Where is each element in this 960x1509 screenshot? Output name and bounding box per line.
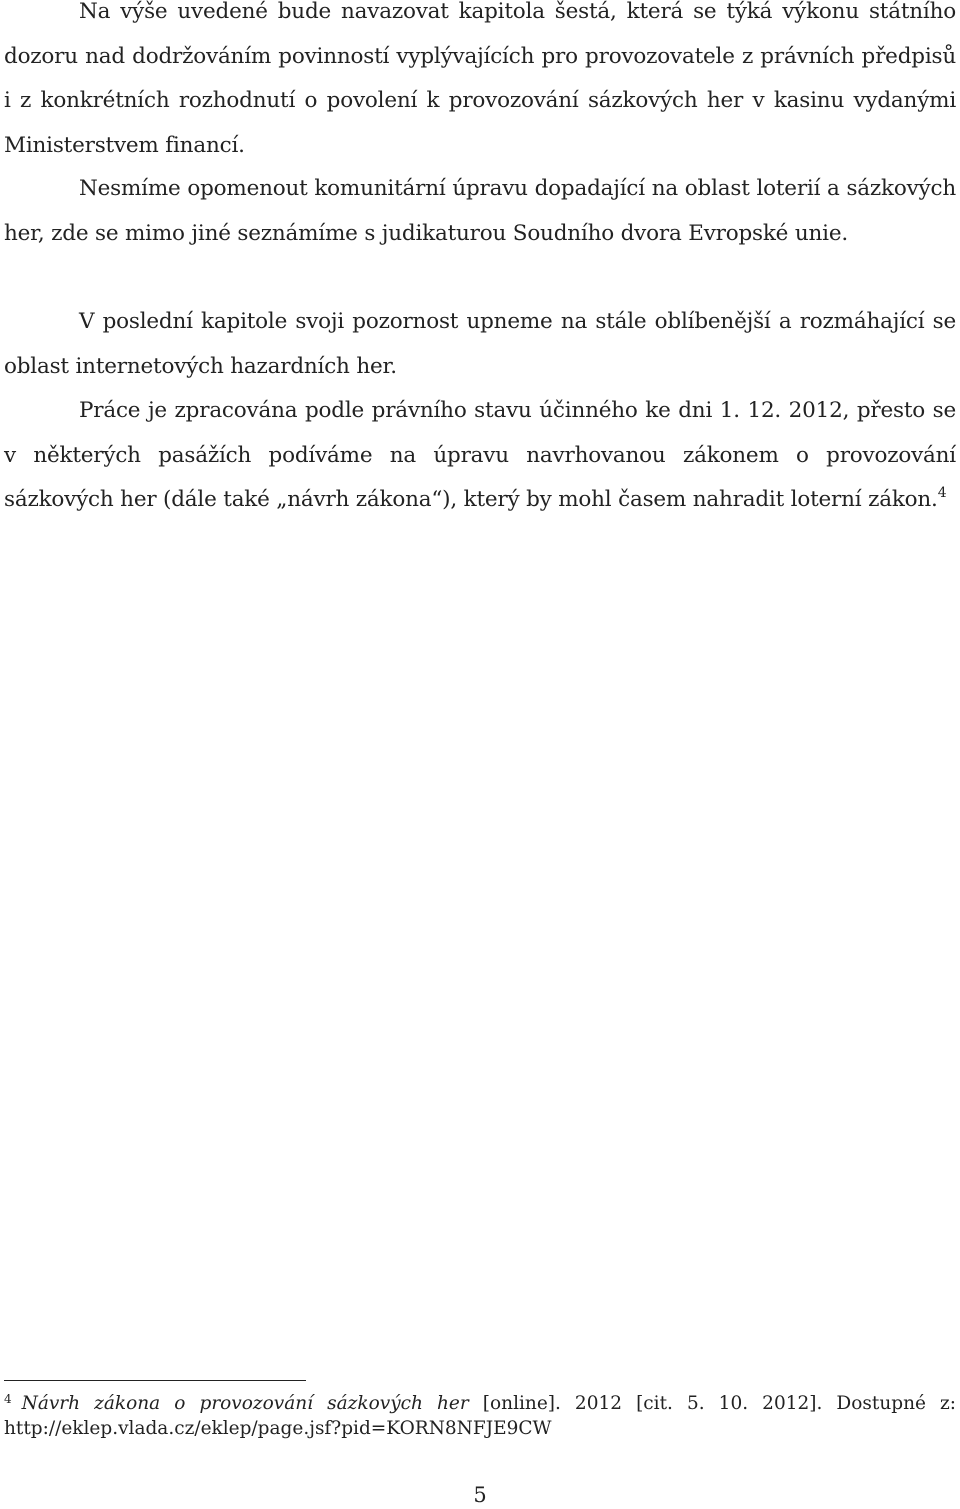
footnote-number: 4 <box>4 1392 12 1406</box>
footnote <box>4 1391 956 1441</box>
footnote-title: Návrh zákona o provozování sázkových her <box>21 1393 469 1414</box>
paragraph-4 <box>4 389 956 523</box>
paragraph-1: Na výše uvedené bude navazovat kapitola šestá, která se týká výkonu státního dozoru nad dodržováním povinností vyplývajících pro provozovatele z právních předpisů i z konkrétních rozhodnutí o povolení k provozování sázkových her v kasinu vydanými Ministerstvem financí. <box>4 0 956 158</box>
paragraph-4-text: Práce je zpracována podle právního stavu účinného ke dni 1. 12. 2012, přesto se v některých pasážích podíváme na úpravu navrhovanou zákonem o provozování sázkových her (dále také „návrh zákona“), který by mohl časem nahradit loterní zákon. <box>4 398 956 512</box>
footnote-citation: [online]. 2012 [cit. 5. 10. 2012]. Dostupné z: http://eklep.vlada.cz/eklep/page.jsf?pid=KORN8NFJE9CW <box>4 1393 956 1439</box>
paragraph-3: V poslední kapitole svoji pozornost upneme na stále oblíbenější a rozmáhající se oblast internetových hazardních her. <box>4 309 956 379</box>
paragraph-2: Nesmíme opomenout komunitární úpravu dopadající na oblast loterií a sázkových her, zde se mimo jiné seznámíme s judikaturou Soudního dvora Evropské unie. <box>4 176 956 246</box>
footnote-reference[interactable]: 4 <box>937 485 947 501</box>
page-number: 5 <box>473 1483 487 1507</box>
footnote-separator <box>4 1380 306 1381</box>
